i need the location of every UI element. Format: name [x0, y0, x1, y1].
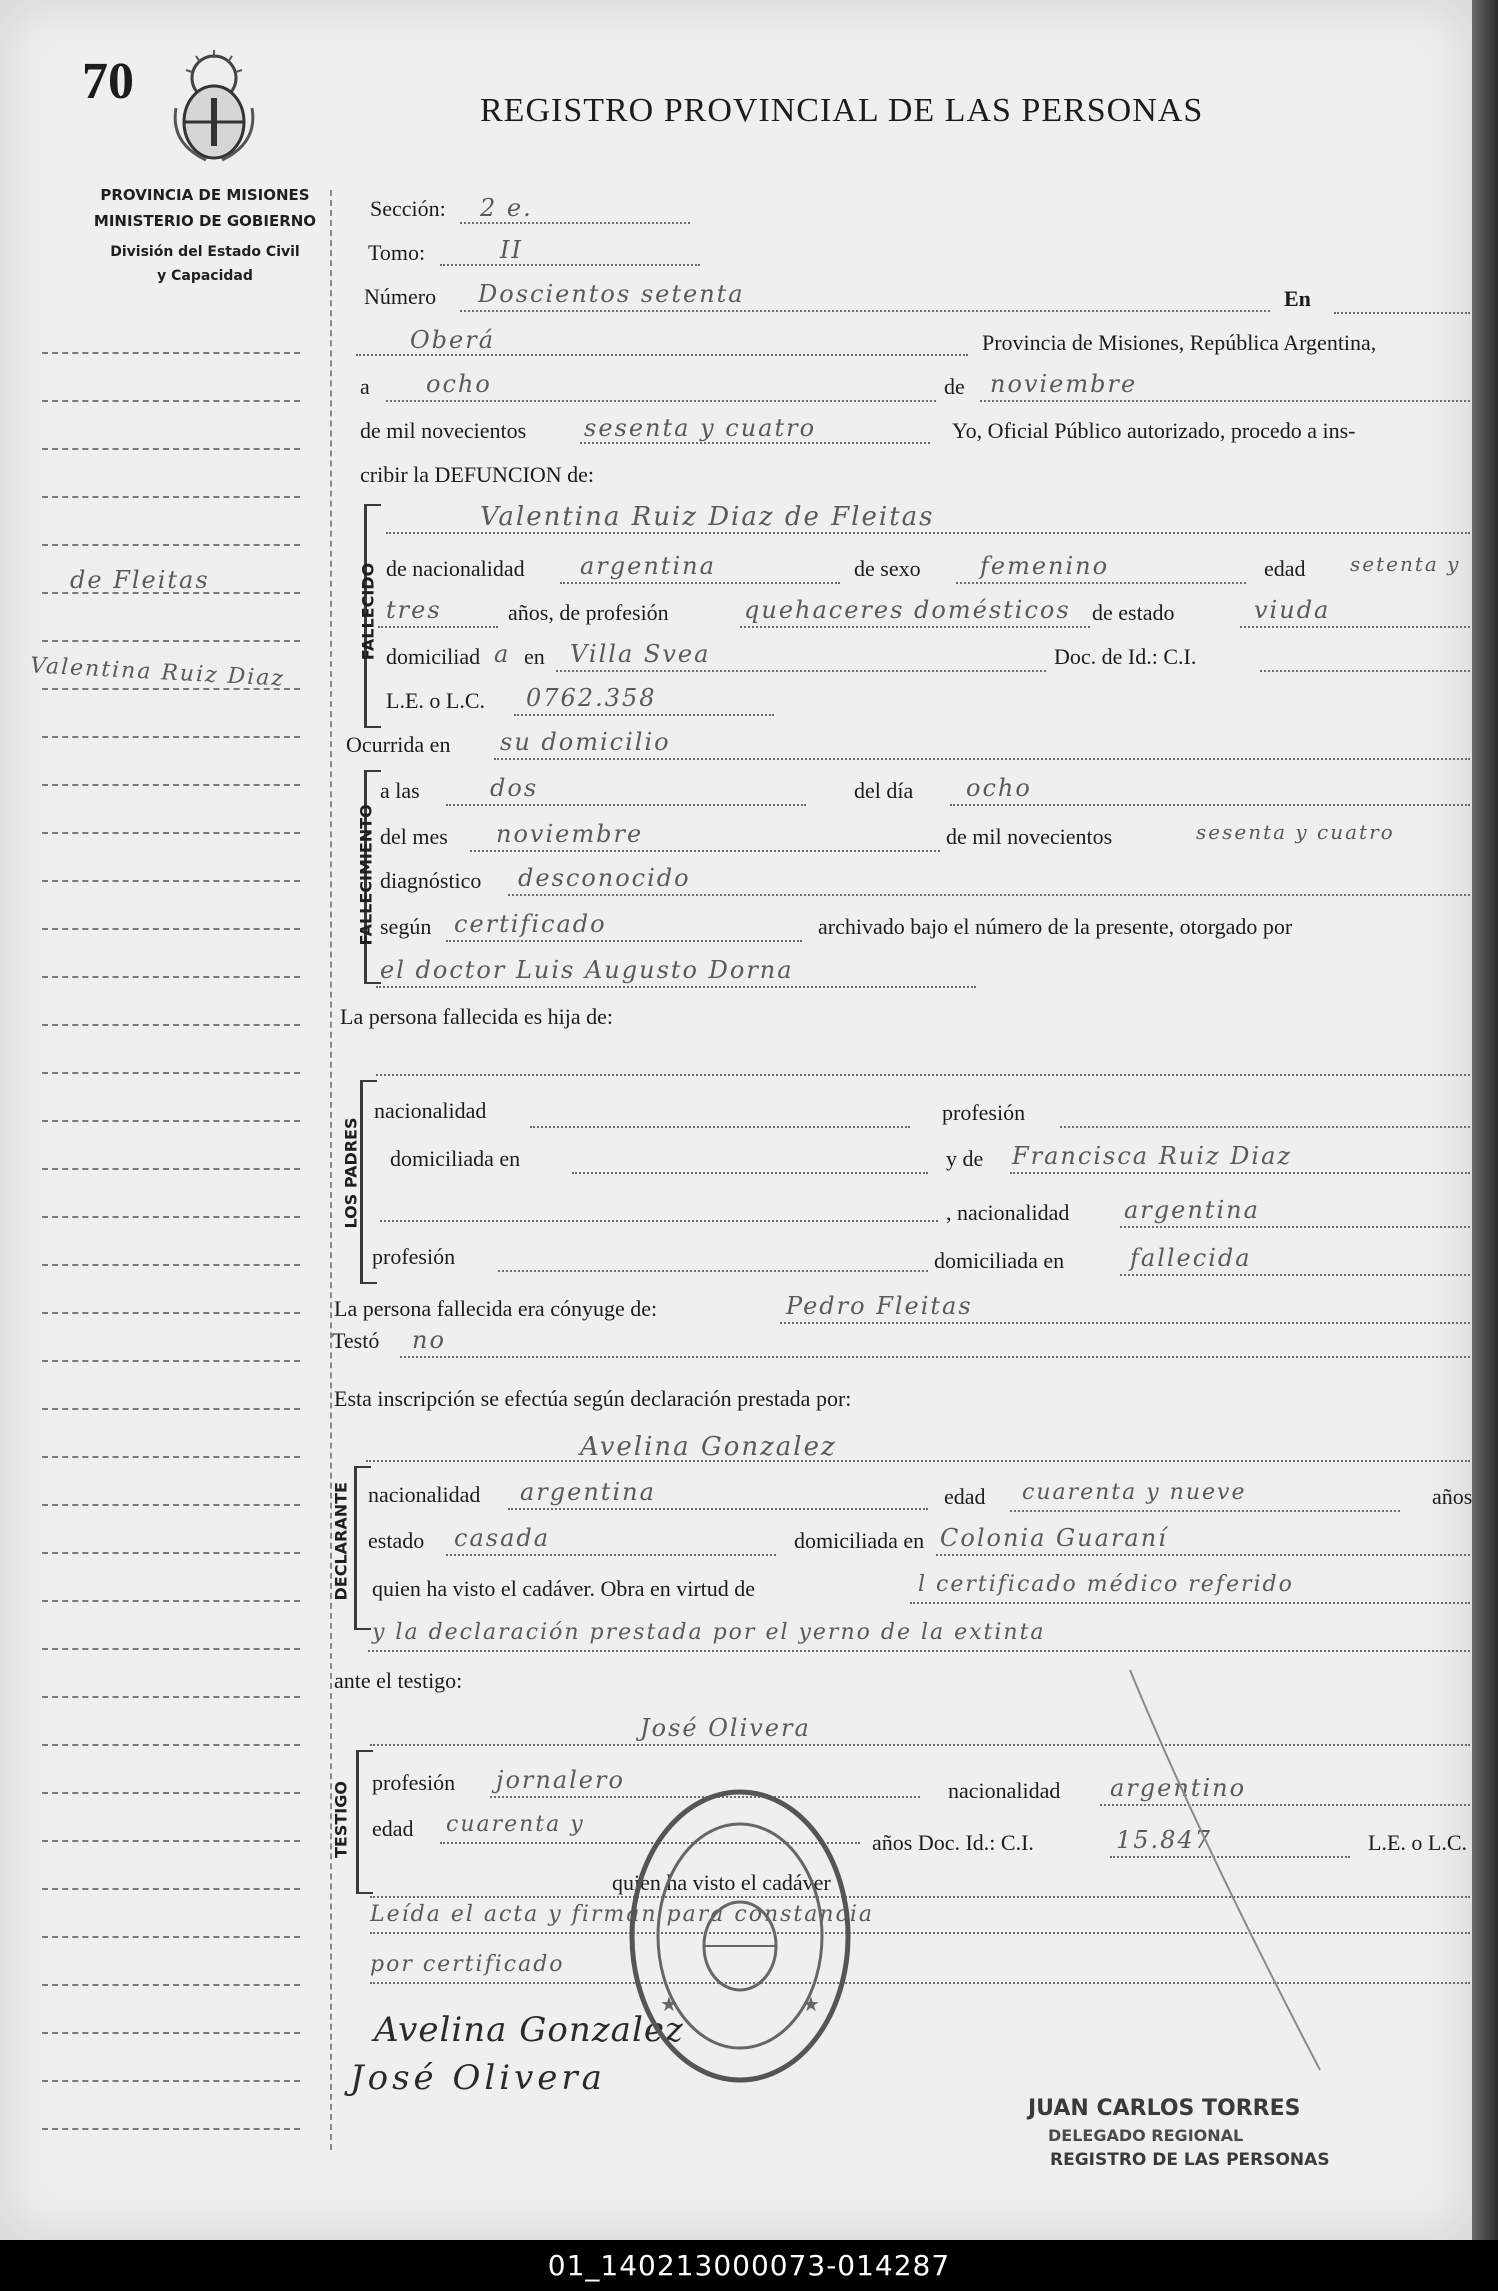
margin-note-2: Valentina Ruiz Diaz: [29, 653, 286, 692]
declarante-estado-value: casada: [454, 1524, 551, 1552]
del-dia-label: del día: [854, 778, 914, 803]
declarante-anos-label: años: [1432, 1484, 1473, 1509]
margin-ruled-line: [42, 1312, 300, 1314]
testigo-nac-label: nacionalidad: [948, 1778, 1061, 1803]
declarante-value: Avelina Gonzalez: [580, 1432, 837, 1462]
segun-label: según: [380, 914, 432, 939]
margin-ruled-line: [42, 2032, 300, 2034]
testigo-prof-value: jornalero: [496, 1766, 625, 1794]
margin-ruled-line: [42, 1360, 300, 1362]
svg-text:★: ★: [660, 1992, 678, 2016]
declarante-edad-label: edad: [944, 1484, 986, 1509]
testigo-value: José Olivera: [640, 1714, 811, 1742]
org-capacity: y Capacidad: [157, 268, 253, 284]
edad-value-2: tres: [386, 596, 442, 624]
tomo-label: Tomo:: [368, 240, 426, 265]
numero-label: Número: [364, 284, 437, 309]
margin-ruled-line: [42, 1888, 300, 1890]
padre-prof-label: profesión: [942, 1100, 1026, 1125]
stamp-title: DELEGADO REGIONAL: [1048, 2126, 1244, 2145]
nombre-value: Valentina Ruiz Diaz de Fleitas: [480, 502, 935, 532]
domicilio-value: Villa Svea: [570, 640, 711, 668]
margin-ruled-line: [42, 1600, 300, 1602]
margin-ruled-line: [42, 1840, 300, 1842]
obra-value-1: l certificado médico referido: [918, 1572, 1294, 1597]
stamp-name: JUAN CARLOS TORRES: [1028, 2096, 1301, 2121]
sexo-value: femenino: [980, 552, 1110, 580]
margin-ruled-line: [42, 1696, 300, 1698]
margin-ruled-line: [42, 1744, 300, 1746]
domiciliad-label: domiciliad: [386, 644, 481, 669]
mes-fall-value: noviembre: [496, 820, 644, 848]
a-las-label: a las: [380, 778, 420, 803]
side-declarante: DECLARANTE: [331, 1482, 351, 1601]
svg-text:★: ★: [802, 1992, 820, 2016]
conyuge-value: Pedro Fleitas: [786, 1292, 973, 1320]
margin-ruled-line: [42, 1168, 300, 1170]
margin-ruled-line: [42, 928, 300, 930]
side-fallecido: FALLECIDO: [358, 562, 378, 661]
declarante-estado-label: estado: [368, 1528, 425, 1553]
archivado-label: archivado bajo el número de la presente, otorgado por: [818, 914, 1293, 939]
coat-of-arms-icon: [166, 48, 262, 164]
testigo-le-label: L.E. o L.C.: [1368, 1830, 1467, 1855]
margin-ruled-line: [42, 1024, 300, 1026]
numero-value: Doscientos setenta: [478, 280, 745, 308]
margin-ruled-line: [42, 1792, 300, 1794]
segun-value: certificado: [454, 910, 607, 938]
margin-ruled-line: [42, 2080, 300, 2082]
testo-value: no: [412, 1326, 446, 1354]
declarante-nac-label: nacionalidad: [368, 1482, 481, 1507]
le-lc-label: L.E. o L.C.: [386, 688, 485, 713]
madre-prof-label: profesión: [372, 1244, 456, 1269]
declarante-edad-value: cuarenta y nueve: [1022, 1480, 1247, 1505]
margin-ruled-line: [42, 880, 300, 882]
edad-value: setenta y: [1350, 552, 1461, 576]
lectura-value-2: por certificado: [370, 1952, 565, 1977]
margin-ruled-line: [42, 496, 300, 498]
declarante-nac-value: argentina: [520, 1478, 656, 1506]
margin-ruled-line: [42, 1552, 300, 1554]
margin-ruled-line: [42, 1648, 300, 1650]
margin-ruled-line: [42, 784, 300, 786]
del-mes-label: del mes: [380, 824, 448, 849]
margin-ruled-line: [42, 1408, 300, 1410]
de-mil-label: de mil novecientos: [360, 418, 527, 443]
margin-ruled-line: [42, 640, 300, 642]
signature-declarante: Avelina Gonzalez: [374, 2010, 684, 2050]
folio-number: 70: [82, 53, 134, 110]
margin-ruled-line: [42, 976, 300, 978]
margin-ruled-line: [42, 400, 300, 402]
margin-ruled-line: [42, 448, 300, 450]
anos-profesion-label: años, de profesión: [508, 600, 669, 625]
conyuge-label: La persona fallecida era cónyuge de:: [334, 1296, 658, 1321]
lugar-value: Oberá: [410, 326, 496, 354]
testigo-nac-value: argentino: [1110, 1774, 1247, 1802]
declarante-cadaver-label: quien ha visto el cadáver. Obra en virtud de: [372, 1576, 756, 1601]
oficial-label: Yo, Oficial Público autorizado, procedo a ins-: [952, 418, 1356, 443]
margin-ruled-line: [42, 1936, 300, 1938]
a-label: a: [360, 374, 370, 399]
estado-value: viuda: [1254, 596, 1331, 624]
side-padres: LOS PADRES: [341, 1117, 361, 1229]
margin-ruled-line: [42, 544, 300, 546]
testigo-anos-label: años Doc. Id.: C.I.: [872, 1830, 1034, 1855]
testigo-label: ante el testigo:: [334, 1668, 463, 1693]
margin-ruled-line: [42, 1216, 300, 1218]
dia-value: ocho: [426, 370, 492, 398]
org-ministry: MINISTERIO DE GOBIERNO: [93, 212, 317, 230]
doc-label: Doc. de Id.: C.I.: [1054, 644, 1197, 669]
testigo-edad-label: edad: [372, 1816, 414, 1841]
pencil-stroke-icon: [1120, 1660, 1340, 2080]
ocurrida-label: Ocurrida en: [346, 732, 451, 757]
margin-ruled-line: [42, 352, 300, 354]
diagnostico-label: diagnóstico: [380, 868, 482, 893]
hija-label: La persona fallecida es hija de:: [340, 1004, 614, 1029]
official-seal-icon: [626, 1786, 854, 2086]
madre-nac-label: , nacionalidad: [946, 1200, 1070, 1225]
obra-value-2: y la declaración prestada por el yerno de la extinta: [372, 1620, 1046, 1645]
anio-fall-value: sesenta y cuatro: [1196, 820, 1395, 844]
domiciliada-sufijo: a: [494, 640, 511, 668]
margin-ruled-line: [42, 1264, 300, 1266]
lectura-value: Leída el acta y firman para constancia: [370, 1902, 875, 1927]
stamp-office: REGISTRO DE LAS PERSONAS: [1050, 2150, 1330, 2170]
mes-value: noviembre: [990, 370, 1138, 398]
side-testigo: TESTIGO: [331, 1781, 351, 1858]
testigo-edad-value: cuarenta y: [446, 1812, 585, 1837]
profesion-value: quehaceres domésticos: [744, 596, 1071, 624]
org-division: División del Estado Civil: [110, 244, 300, 260]
edad-label: edad: [1264, 556, 1306, 581]
nacionalidad-value: argentina: [580, 552, 716, 580]
margin-ruled-line: [42, 832, 300, 834]
cribir-label: cribir la DEFUNCION de:: [360, 462, 595, 487]
dia-fall-value: ocho: [966, 774, 1032, 802]
tomo-value: II: [500, 236, 523, 264]
madre-value: Francisca Ruiz Diaz: [1012, 1142, 1293, 1170]
seccion-value: 2 e.: [480, 194, 533, 222]
image-id-footer: 01_140213000073-014287: [0, 2240, 1498, 2291]
y-de-label: y de: [946, 1146, 984, 1171]
margin-ruled-line: [42, 1120, 300, 1122]
le-value: 0762.358: [526, 684, 657, 712]
madre-nac-value: argentina: [1124, 1196, 1260, 1224]
padre-dom-label: domiciliada en: [390, 1146, 521, 1171]
de-label: de: [944, 374, 965, 399]
margin-ruled-line: [42, 736, 300, 738]
madre-dom-label: domiciliada en: [934, 1248, 1065, 1273]
ocurrida-value: su domicilio: [500, 728, 671, 756]
nacionalidad-label: de nacionalidad: [386, 556, 525, 581]
margin-note-1: de Fleitas: [70, 566, 210, 594]
page-title: REGISTRO PROVINCIAL DE LAS PERSONAS: [480, 92, 1204, 129]
margin-ruled-line: [42, 1984, 300, 1986]
de-mil2-label: de mil novecientos: [946, 824, 1113, 849]
testigo-prof-label: profesión: [372, 1770, 456, 1795]
hora-value: dos: [490, 774, 539, 802]
declaracion-label: Esta inscripción se efectúa según declaración prestada por:: [334, 1386, 852, 1411]
side-fallecimiento: FALLECIMIENTO: [356, 804, 376, 946]
madre-dom-value: fallecida: [1130, 1244, 1252, 1272]
estado-label: de estado: [1092, 600, 1175, 625]
declarante-dom-value: Colonia Guaraní: [940, 1524, 1168, 1552]
testo-label: Testó: [332, 1328, 380, 1353]
sexo-label: de sexo: [854, 556, 921, 581]
en-label: En: [1284, 286, 1311, 311]
testigo-cadaver-label: quien ha visto el cadáver: [612, 1870, 831, 1895]
padre-nac-label: nacionalidad: [374, 1098, 487, 1123]
en2-label: en: [524, 644, 545, 669]
provincia-label: Provincia de Misiones, República Argentina,: [982, 330, 1377, 355]
signature-testigo: José Olivera: [350, 2058, 606, 2098]
margin-ruled-line: [42, 1504, 300, 1506]
margin-ruled-line: [42, 2128, 300, 2130]
testigo-ci-value: 15.847: [1116, 1826, 1212, 1854]
medico-value: el doctor Luis Augusto Dorna: [380, 956, 794, 984]
margin-ruled-line: [42, 1456, 300, 1458]
org-province: PROVINCIA DE MISIONES: [100, 186, 310, 204]
page-binding: [1472, 0, 1498, 2240]
declarante-dom-label: domiciliada en: [794, 1528, 925, 1553]
margin-ruled-line: [42, 1072, 300, 1074]
diagnostico-value: desconocido: [518, 864, 691, 892]
seccion-label: Sección:: [370, 196, 446, 221]
anio-value: sesenta y cuatro: [584, 414, 817, 442]
